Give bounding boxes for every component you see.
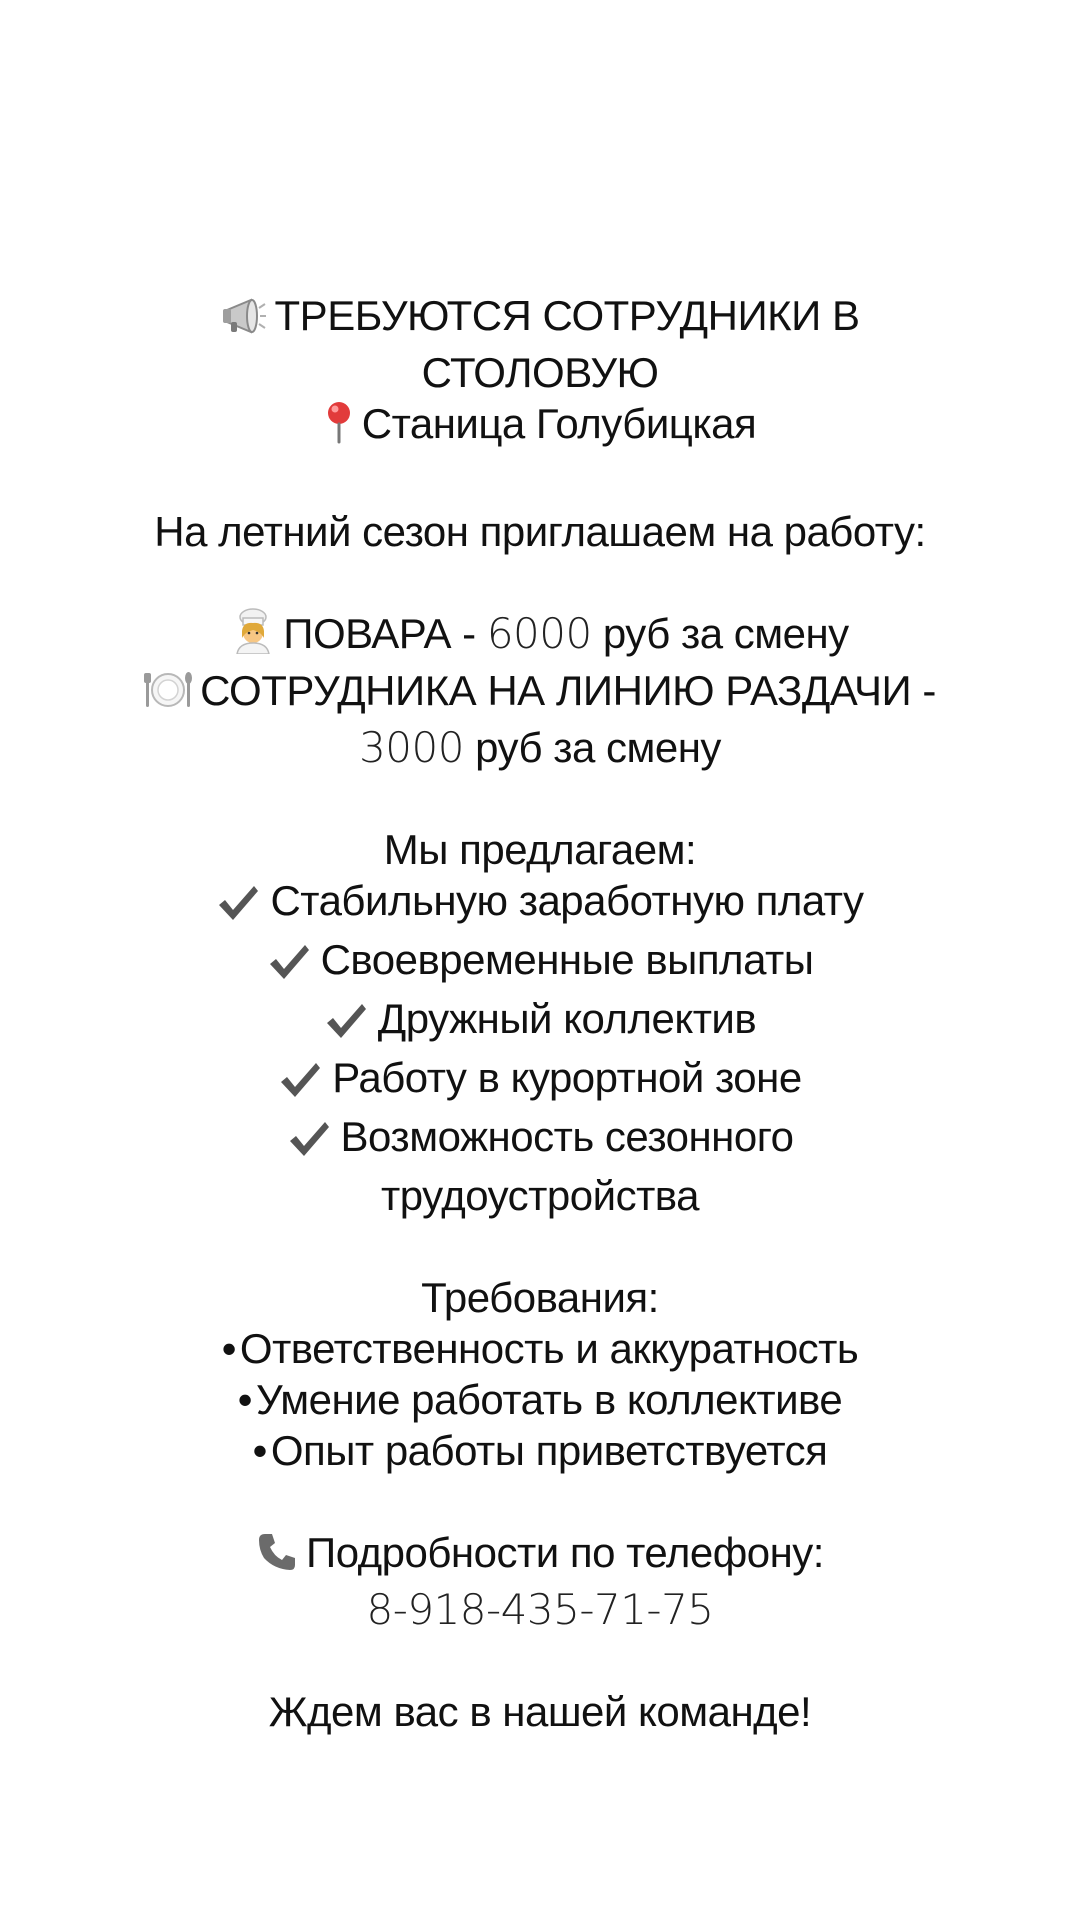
contact-line	[0, 1527, 1080, 1584]
position-cook	[0, 608, 1080, 665]
spacer	[0, 1221, 1080, 1272]
spacer	[0, 1635, 1080, 1686]
line-worker-salary: 3000	[359, 723, 464, 772]
check-mark-icon	[324, 1001, 368, 1052]
contact-label: Подробности по телефону:	[306, 1529, 824, 1576]
check-mark-icon	[267, 942, 311, 993]
offer-item: Работу в курортной зоне	[0, 1052, 1080, 1111]
intro-text: На летний сезон приглашаем на работу:	[154, 508, 926, 555]
offer-item: Своевременные выплаты	[0, 934, 1080, 993]
requirement-item: •Умение работать в коллективе	[237, 1376, 843, 1423]
line-worker-title: СОТРУДНИКА НА ЛИНИЮ РАЗДАЧИ -	[200, 667, 936, 714]
headline-text-1: ТРЕБУЮТСЯ СОТРУДНИКИ В	[274, 292, 860, 339]
pushpin-icon	[324, 400, 354, 455]
cook-title: ПОВАРА -	[283, 610, 487, 657]
check-mark-icon	[287, 1119, 331, 1170]
headline-line-2: СТОЛОВУЮ	[421, 349, 659, 396]
line-worker-unit: руб за смену	[463, 724, 721, 771]
bullet-icon: •	[237, 1376, 252, 1423]
requirement-item: •Ответственность и аккуратность	[221, 1325, 859, 1372]
offer-item: Возможность сезонного	[0, 1111, 1080, 1170]
spacer	[0, 1476, 1080, 1527]
position-line-worker	[0, 665, 1080, 722]
bullet-icon: •	[252, 1427, 267, 1474]
requirement-item: •Опыт работы приветствуется	[252, 1427, 828, 1474]
megaphone-icon	[221, 296, 267, 347]
spacer	[0, 455, 1080, 506]
offer-item: Дружный коллектив	[0, 993, 1080, 1052]
location-line	[0, 398, 1080, 455]
headline-line-1	[0, 290, 1080, 347]
job-post	[0, 290, 1080, 1737]
spacer	[0, 773, 1080, 824]
cook-salary: 6000	[486, 609, 592, 658]
cook-unit: руб за смену	[591, 610, 849, 657]
cook-icon	[231, 608, 275, 665]
offer-item-continuation: трудоустройства	[381, 1172, 699, 1219]
telephone-icon	[256, 1531, 298, 1584]
spacer	[0, 557, 1080, 608]
location-text: Станица Голубицкая	[361, 400, 757, 447]
plate-cutlery-icon	[144, 669, 192, 722]
requirements-heading: Требования:	[421, 1274, 659, 1321]
check-mark-icon	[216, 883, 260, 934]
check-mark-icon	[278, 1060, 322, 1111]
offer-heading: Мы предлагаем:	[383, 826, 697, 873]
bullet-icon: •	[221, 1325, 236, 1372]
closing-text: Ждем вас в нашей команде!	[268, 1688, 812, 1735]
line-worker-salary-line	[0, 722, 1080, 773]
phone-number: 8-918-435-71-75	[366, 1585, 714, 1634]
offer-item: Стабильную заработную плату	[0, 875, 1080, 934]
